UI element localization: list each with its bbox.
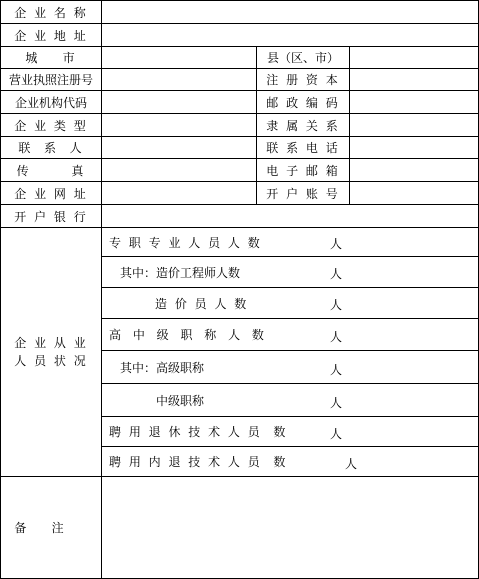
email-field[interactable] [349,158,479,182]
registered-capital-field[interactable] [349,68,479,91]
staff-row-label: 其中：造价工程师人数 [120,265,241,280]
website-field[interactable] [101,181,257,205]
company-name-label: 企 业 名 称 [0,0,102,24]
affiliation-field[interactable] [349,113,479,137]
staff-row-label: 其中：高级职称 [120,360,205,375]
registered-capital-label: 注 册 资 本 [256,68,350,91]
staff-row-middle-title[interactable] [101,383,479,417]
license-number-label: 营业执照注册号 [0,68,102,91]
account-number-field[interactable] [349,181,479,205]
phone-field[interactable] [349,136,479,159]
staff-row-internal-retired[interactable] [101,446,479,477]
postal-code-field[interactable] [349,90,479,114]
company-address-field[interactable] [101,23,479,47]
remarks-field[interactable] [101,476,479,579]
staff-row-label: 聘 用 内 退 技 术 人 员 数 [109,455,288,469]
phone-label: 联 系 电 话 [256,136,350,159]
city-label: 城 市 [0,46,102,69]
fax-field[interactable] [101,158,257,182]
staff-row-label: 中级职称 [156,393,205,408]
county-label: 县（区、市） [256,46,350,69]
postal-code-label: 邮 政 编 码 [256,90,350,114]
staff-row-retired[interactable] [101,416,479,447]
website-label: 企 业 网 址 [0,181,102,205]
staff-row-unit: 人 [330,330,345,344]
company-type-field[interactable] [101,113,257,137]
remarks-label: 备 注 [0,476,102,579]
org-code-field[interactable] [101,90,257,114]
staff-row-unit: 人 [330,298,345,312]
staff-section-label-line2: 人 员 状 况 [14,354,88,368]
staff-row-cost-engineer[interactable] [101,256,479,288]
company-type-label: 企 业 类 型 [0,113,102,137]
staff-row-unit: 人 [330,427,345,441]
contact-person-field[interactable] [101,136,257,159]
city-field[interactable] [101,46,257,69]
company-name-field[interactable] [101,0,479,24]
staff-row-unit: 人 [330,237,345,251]
affiliation-label: 隶 属 关 系 [256,113,350,137]
staff-row-label: 造 价 员 人 数 [155,296,249,311]
bank-field[interactable] [101,204,479,228]
staff-row-label: 高 中 级 职 称 人 数 [109,328,268,342]
contact-person-label: 联 系 人 [0,136,102,159]
staff-row-label: 聘 用 退 休 技 术 人 员 数 [109,425,288,439]
bank-label: 开 户 银 行 [0,204,102,228]
staff-row-unit: 人 [345,457,360,471]
account-number-label: 开 户 账 号 [256,181,350,205]
staff-row-unit: 人 [330,267,343,281]
staff-row-label: 专 职 专 业 人 员 人 数 [109,235,262,250]
staff-row-unit: 人 [330,363,343,377]
staff-row-senior-title[interactable] [101,350,479,384]
license-number-field[interactable] [101,68,257,91]
staff-row-unit: 人 [330,396,343,410]
fax-label: 传 真 [0,158,102,182]
email-label: 电 子 邮 箱 [256,158,350,182]
county-field[interactable] [349,46,479,69]
org-code-label: 企业机构代码 [0,90,102,114]
company-address-label: 企 业 地 址 [0,23,102,47]
staff-row-cost-staff[interactable] [101,287,479,319]
staff-row-fulltime[interactable] [101,227,479,257]
staff-row-titled[interactable] [101,318,479,351]
staff-section-label-line1: 企 业 从 业 [14,336,88,350]
staff-section-label [0,227,102,477]
